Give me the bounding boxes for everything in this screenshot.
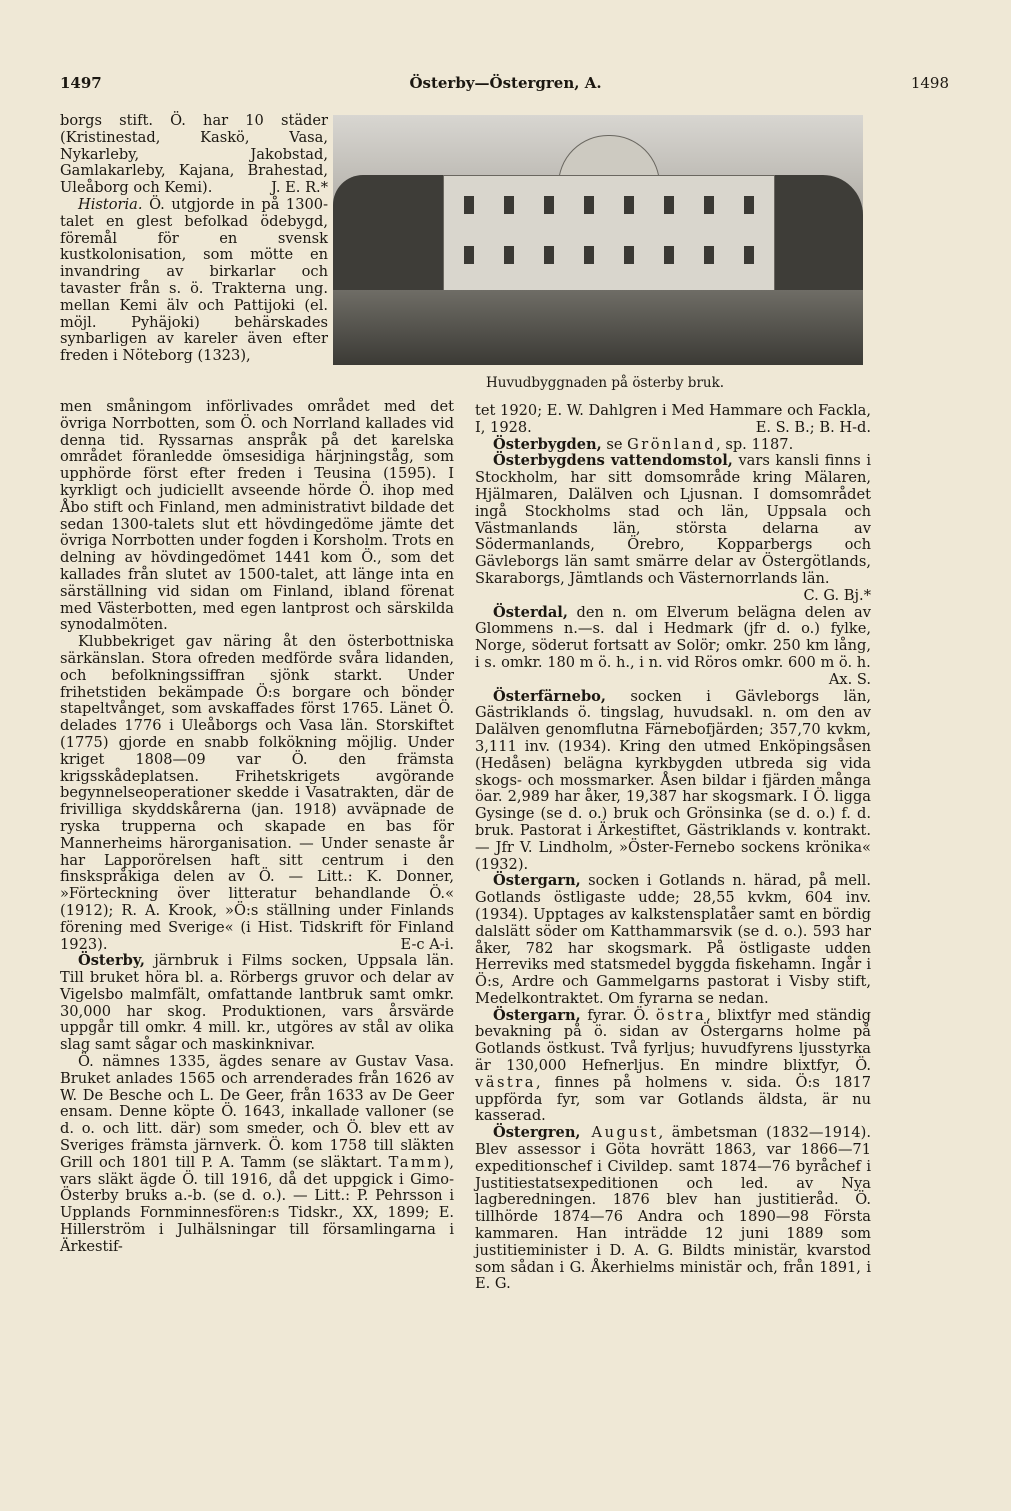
entry-text: se (601, 435, 628, 453)
paragraph (475, 403, 871, 437)
left-column-top (60, 113, 328, 365)
signature: E-c A-i. (400, 935, 454, 953)
page-number-right: 1498 (910, 74, 949, 92)
photo-window (504, 196, 514, 214)
figure-caption: Huvudbyggnaden på österby bruk. (486, 375, 725, 391)
entry-ostergren (475, 1125, 871, 1293)
entry-headword: Österby, (78, 952, 146, 970)
paragraph-text: ), vars släkt ägde Ö. till 1916, då det uppgick i Gimo-Österby bruks a.-b. (se d. o.). — Litt.: P. Pehrsson i Upplands Fornminnesfören:s Tidskr., XX, 1899; E. Hillerström i Julhälsningar till församlingarna i Ärkestif- (60, 1153, 454, 1255)
photo-window (504, 246, 514, 264)
photo-lawn (333, 290, 863, 365)
entry-text: socken i Gävleborgs län, Gästriklands ö. tingslag, huvudsakl. n. om den av Dalälven genomflutna Färnebofjärden; 357,70 kvkm, 3,111 inv. (1934). Kring den utmed Enköpingsåsen (Hedåsen) belägna kyrkbygden utbreda sig vida skogs- och mossmarker. Åsen bildar i fjärden många öar. 2,989 har åker, 19,387 har skogsmark. I Ö. ligga Gysinge (se d. o.) bruk och Grönsinka (se d. o.) f. d. bruk. Pastorat i Ärkestiftet, Gästriklands v. kontrakt. — Jfr V. Lindholm, »Öster-Fernebo sockens krönika« (1932). (475, 687, 871, 873)
paragraph-text: borgs stift. Ö. har 10 städer (Kristinestad, Kaskö, Vasa, Nykarleby, Jakobstad, Gamlakarleby, Kajana, Brahestad, Uleåborg och Kemi). (60, 112, 328, 197)
photo-window (584, 196, 594, 214)
spaced-text: Tamm (388, 1153, 444, 1171)
photo-window (664, 196, 674, 214)
spaced-text: östra (655, 1006, 707, 1024)
paragraph (60, 197, 328, 365)
signature: J. E. R.* (271, 179, 328, 197)
photo-window (464, 246, 474, 264)
entry-osterbygden (475, 437, 871, 454)
photo-window (704, 246, 714, 264)
entry-osterby (60, 953, 454, 1054)
entry-headword: Östergren, (493, 1124, 581, 1142)
photo-window (544, 196, 554, 214)
entry-text: , blixtfyr med ständig bevakning på ö. sidan av Östergarns holme på Gotlands östkust. Två fyrljus; huvudfyrens ljusstyrka är 130,000 Hefnerljus. En mindre blixtfyr, Ö. (475, 1006, 871, 1075)
photo-window (664, 246, 674, 264)
entry-text: fyrar. Ö. (580, 1006, 656, 1024)
photo-window (464, 196, 474, 214)
paragraph-text: Klubbekriget gav näring åt den österbottniska särkänslan. Stora ofreden medförde svåra lidanden, och befolkningssiffran sjönk starkt. Under frihetstiden bekämpade Ö:s borgare och bönder stapeltvånget, som avskaffades först 1765. Länet Ö. delades 1776 i Uleåborgs och Vasa län. Storskiftet (1775) gjorde en snabb folkökning möjlig. Under kriget 1808—09 var Ö. den främsta krigsskådeplatsen. Frihetskrigets avgörande begynnelseoperationer skedde i Vasatrakten, där de frivilliga skyddskårerna (jan. 1918) avväpnade de ryska trupperna och skapade en bas för Mannerheims härorganisation. — Under senaste år har Lapporörelsen haft sitt centrum i den finskspråkiga delen av Ö. — Litt.: K. Donner, »Förteckning över litteratur behandlande Ö.« (1912); R. A. Krook, »Ö:s ställning under Finlands förening med Sverige« (i Hist. Tidskrift för Finland 1923). (60, 633, 454, 953)
photo-window (544, 246, 554, 264)
paragraph-text: Ö. utgjorde in på 1300-talet en glest befolkad ödebygd, föremål för en svensk kustkolonisation, som mötte en invandring av birkarlar och tavaster från s. ö. Trakterna ung. mellan Kemi älv och Pattijoki (el. möjl. Pyhäjoki) behärskades synbarligen av kareler även efter freden i Nöteborg (1323), (60, 195, 328, 365)
photo-building (443, 175, 775, 292)
entry-text: vars kansli finns i Stockholm, har sitt domsområde kring Mälaren, Hjälmaren, Dalälven och Ljusnan. I domsområdet ingå Stockholms stad och län, Uppsala och Västmanlands län, största delarna av Södermanlands, Örebro, Kopparbergs och Gävleborgs län samt smärre delar av Östergötlands, Skaraborgs, Jämtlands och Västernorrlands län. (475, 452, 871, 587)
entry-headword: Österbygden, (493, 435, 602, 453)
paragraph (60, 634, 454, 953)
page-number-left: 1497 (60, 74, 102, 92)
entry-headword: Östergarn, (493, 1006, 581, 1024)
entry-vattendomstol (475, 452, 871, 604)
signature: Ax. S. (828, 670, 871, 688)
photo-window (744, 246, 754, 264)
spaced-text: August (580, 1124, 659, 1142)
paragraph-text: tet 1920; E. W. Dahlgren i Med Hammare och Fackla, I, 1928. (475, 402, 871, 436)
photo-main-building (333, 115, 863, 365)
spaced-text: västra (475, 1073, 536, 1091)
paragraph (60, 1054, 454, 1256)
signature: C. G. Bj.* (803, 586, 871, 604)
photo-window (744, 196, 754, 214)
photo-window (624, 196, 634, 214)
left-column (60, 399, 454, 1256)
running-title: Österby—Östergren, A. (409, 74, 602, 92)
signature: E. S. B.; B. H-d. (755, 418, 871, 436)
entry-text: den n. om Elverum belägna delen av Glommens n.—s. dal i Hedmark (jfr d. o.) fylke, Norge, söderut fortsatt av Solör; omkr. 250 km lång, i s. omkr. 180 m ö. h., i n. vid Röros omkr. 600 m ö. h. (475, 603, 871, 671)
paragraph-text: Ö. nämnes 1335, ägdes senare av Gustav Vasa. Bruket anlades 1565 och arrenderades från 1626 av W. De Besche och L. De Geer, från 1633 av De Geer ensam. Denne köpte Ö. 1643, inkallade valloner (se d. o. och litt. där) som smeder, och Ö. blev ett av Sveriges främsta järnverk. Ö. kom 1758 till släkten Grill och 1801 till P. A. Tamm (se släktart. (60, 1053, 454, 1171)
entry-text: , finnes på holmens v. sida. Ö:s 1817 uppförda fyr, som var Gotlands äldsta, är nu kasserad. (475, 1073, 871, 1125)
entry-ostergarn-fyrar (475, 1008, 871, 1126)
entry-headword: Österbygdens vattendomstol, (493, 452, 733, 470)
entry-ostergarn-socken (475, 873, 871, 1007)
entry-headword: Österdal, (493, 603, 568, 621)
paragraph: men småningom införlivades området med det övriga Norrbotten, som Ö. och Norrland kallades vid denna tid. Ryssarnas anspråk på det karelska området föranledde ömsesidiga härjningståg, som upphörde först efter freden i Teusina (1595). I kyrkligt och judiciellt avseende hörde Ö. ihop med Åbo stift och Finland, men administrativt bildade det sedan 1300-talets slut ett hövdingedöme jämte det övriga Norrbotten under fogden i Korsholm. Trots en delning av hövdingedömet 1441 kom Ö., som det kallades från slutet av 1500-talet, att länge inta en särställning vid sidan om Finland, ibland förenat med Västerbotten, med egen lantprost och särskilda synodalmöten. (60, 398, 454, 634)
entry-headword: Österfärnebo, (493, 687, 606, 705)
right-column (475, 403, 871, 1293)
entry-headword: Östergarn, (493, 872, 581, 890)
entry-osterfarnebo (475, 689, 871, 874)
spaced-text: Grönland (627, 435, 717, 453)
paragraph (60, 113, 328, 197)
entry-osterdal (475, 603, 871, 688)
photo-window (704, 196, 714, 214)
photo-window (584, 246, 594, 264)
section-lead: Historia. (78, 195, 143, 213)
entry-text: socken i Gotlands n. härad, på mell. Gotlands östligaste udde; 28,55 kvkm, 604 inv. (1934). Upptages av kalkstensplatåer samt en bördig dalslätt söder om Katthammarsvik (se d. o.). 593 har åker, 782 har skogsmark. På östligaste udden Herreviks med statsmedel byggda fiskehamn. Ingår i Ö:s, Ardre och Gammelgarns pastorat i Visby stift, Medelkontraktet. Om fyrarna se nedan. (475, 872, 871, 1007)
entry-text: järnbruk i Films socken, Uppsala län. Till bruket höra bl. a. Rörbergs gruvor och delar av Vigelsbo malmfält, omfattande lantbruk samt omkr. 30,000 har skog. Produktionen, vars årsvärde uppgår till omkr. 4 mill. kr., utgöres av stål av olika slag samt sågar och maskinknivar. (60, 952, 454, 1054)
entry-text: , ämbetsman (1832—1914). Blev assessor i Göta hovrätt 1863, var 1866—71 expeditionschef i Civildep. samt 1874—76 byråchef i Justitiestatsexpeditionen och led. av Nya lagberedningen. 1876 blev han justitieråd. Ö. tillhörde 1874—76 Andra och 1890—98 Första kammaren. Han inträdde 12 juni 1889 som justitieminister i D. A. G. Bildts ministär, kvarstod som sådan i G. Åkerhielms ministär och, från 1891, i E. G. (475, 1124, 871, 1293)
photo-window (624, 246, 634, 264)
entry-text: , sp. 1187. (716, 435, 794, 453)
